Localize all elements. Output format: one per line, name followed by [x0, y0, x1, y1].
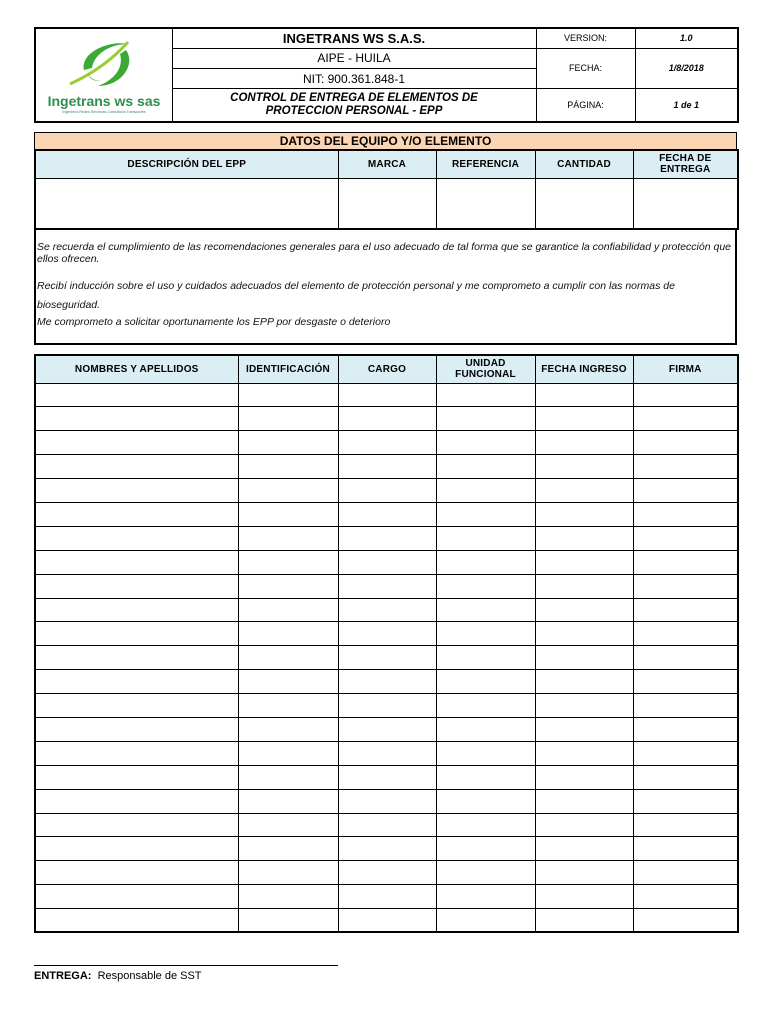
col-identificacion: IDENTIFICACIÓN	[238, 355, 338, 383]
table-row	[35, 574, 738, 598]
cell-unidad[interactable]	[436, 789, 535, 813]
cell-cargo[interactable]	[338, 407, 436, 431]
cell-cargo[interactable]	[338, 646, 436, 670]
cell-unidad[interactable]	[436, 813, 535, 837]
cell-firma[interactable]	[633, 741, 738, 765]
cell-nombres[interactable]	[35, 717, 238, 741]
col-firma: FIRMA	[633, 355, 738, 383]
cell-firma[interactable]	[633, 670, 738, 694]
cell-firma[interactable]	[633, 694, 738, 718]
company-nit: NIT: 900.361.848-1	[172, 68, 536, 88]
cell-identificacion[interactable]	[238, 741, 338, 765]
cell-unidad[interactable]	[436, 861, 535, 885]
cell-firma[interactable]	[633, 765, 738, 789]
cell-descripcion[interactable]	[35, 178, 338, 229]
document-header	[34, 27, 739, 123]
company-location: AIPE - HUILA	[172, 48, 536, 68]
cell-firma[interactable]	[633, 717, 738, 741]
cell-unidad[interactable]	[436, 526, 535, 550]
cell-fecha-ingreso[interactable]	[535, 885, 633, 909]
cell-firma[interactable]	[633, 646, 738, 670]
cell-unidad[interactable]	[436, 909, 535, 933]
cell-unidad[interactable]	[436, 598, 535, 622]
table-row	[35, 407, 738, 431]
cell-unidad[interactable]	[436, 837, 535, 861]
cell-identificacion[interactable]	[238, 455, 338, 479]
cell-identificacion[interactable]	[238, 885, 338, 909]
table-row	[35, 646, 738, 670]
col-fecha-entrega: FECHA DE ENTREGA	[633, 150, 738, 178]
table-row	[35, 479, 738, 503]
cell-fecha-ingreso[interactable]	[535, 550, 633, 574]
cell-firma[interactable]	[633, 431, 738, 455]
cell-identificacion[interactable]	[238, 526, 338, 550]
table-row	[35, 550, 738, 574]
note-replacement: Me comprometo a solicitar oportunamente los EPP por desgaste o deterioro	[37, 316, 391, 328]
cell-unidad[interactable]	[436, 574, 535, 598]
cell-unidad[interactable]	[436, 502, 535, 526]
cell-unidad[interactable]	[436, 741, 535, 765]
fecha-label: FECHA:	[536, 48, 635, 88]
cell-nombres[interactable]	[35, 407, 238, 431]
cell-unidad[interactable]	[436, 622, 535, 646]
col-marca: MARCA	[338, 150, 436, 178]
cell-identificacion[interactable]	[238, 407, 338, 431]
pagina-label: PÁGINA:	[536, 89, 635, 122]
cell-fecha-ingreso[interactable]	[535, 646, 633, 670]
cell-fecha-ingreso[interactable]	[535, 741, 633, 765]
cell-fecha-ingreso[interactable]	[535, 574, 633, 598]
cell-identificacion[interactable]	[238, 717, 338, 741]
section-title: DATOS DEL EQUIPO Y/O ELEMENTO	[34, 132, 737, 149]
company-name: INGETRANS WS S.A.S.	[172, 28, 536, 48]
cell-fecha-ingreso[interactable]	[535, 455, 633, 479]
signature-line	[34, 965, 338, 966]
table-row	[35, 765, 738, 789]
cell-marca[interactable]	[338, 178, 436, 229]
table-row	[35, 670, 738, 694]
table-row	[35, 622, 738, 646]
note-recommendations: Se recuerda el cumplimiento de las recomendaciones generales para el uso adecuado de tal forma que se garantice la confiabilidad y protección que ellos ofrecen.	[37, 241, 732, 265]
col-referencia: REFERENCIA	[436, 150, 535, 178]
table-row	[35, 455, 738, 479]
cell-cargo[interactable]	[338, 455, 436, 479]
cell-nombres[interactable]	[35, 574, 238, 598]
cell-cargo[interactable]	[338, 574, 436, 598]
entrega-value: Responsable de SST	[97, 970, 202, 982]
personnel-table	[34, 354, 739, 933]
cell-nombres[interactable]	[35, 479, 238, 503]
cell-firma[interactable]	[633, 407, 738, 431]
table-row	[35, 789, 738, 813]
cell-fecha-ingreso[interactable]	[535, 407, 633, 431]
cell-fecha-ingreso[interactable]	[535, 717, 633, 741]
cell-firma[interactable]	[633, 383, 738, 407]
cell-nombres[interactable]	[35, 861, 238, 885]
cell-unidad[interactable]	[436, 717, 535, 741]
cell-cargo[interactable]	[338, 909, 436, 933]
cell-identificacion[interactable]	[238, 813, 338, 837]
cell-nombres[interactable]	[35, 526, 238, 550]
equipment-table	[34, 149, 739, 230]
cell-firma[interactable]	[633, 574, 738, 598]
cell-identificacion[interactable]	[238, 502, 338, 526]
footer	[34, 970, 202, 982]
table-row	[35, 741, 738, 765]
svg-text:Ingeniería Redes Eléctricas Co: Ingeniería Redes Eléctricas Consultoría Transportes	[62, 109, 146, 114]
cell-unidad[interactable]	[436, 407, 535, 431]
cell-firma[interactable]	[633, 909, 738, 933]
cell-nombres[interactable]	[35, 502, 238, 526]
cell-identificacion[interactable]	[238, 837, 338, 861]
cell-firma[interactable]	[633, 813, 738, 837]
cell-firma[interactable]	[633, 885, 738, 909]
cell-nombres[interactable]	[35, 741, 238, 765]
cell-identificacion[interactable]	[238, 622, 338, 646]
col-fecha-ingreso: FECHA INGRESO	[535, 355, 633, 383]
cell-fecha-ingreso[interactable]	[535, 383, 633, 407]
col-descripcion-epp: DESCRIPCIÓN DEL EPP	[35, 150, 338, 178]
cell-cargo[interactable]	[338, 550, 436, 574]
version-label: VERSION:	[536, 28, 635, 48]
cell-identificacion[interactable]	[238, 550, 338, 574]
cell-firma[interactable]	[633, 550, 738, 574]
table-row	[35, 837, 738, 861]
cell-cargo[interactable]	[338, 670, 436, 694]
cell-nombres[interactable]	[35, 789, 238, 813]
cell-fecha-ingreso[interactable]	[535, 622, 633, 646]
cell-fecha-ingreso[interactable]	[535, 837, 633, 861]
notes-box	[34, 230, 737, 345]
note-induction: Recibí inducción sobre el uso y cuidados adecuados del elemento de protección personal y me comprometo a cumplir con las normas de bioseguridad.	[37, 280, 675, 311]
fecha-value: 1/8/2018	[635, 48, 738, 88]
table-row	[35, 717, 738, 741]
cell-cargo[interactable]	[338, 383, 436, 407]
cell-firma[interactable]	[633, 502, 738, 526]
cell-nombres[interactable]	[35, 622, 238, 646]
cell-identificacion[interactable]	[238, 909, 338, 933]
cell-nombres[interactable]	[35, 550, 238, 574]
col-cantidad: CANTIDAD	[535, 150, 633, 178]
cell-nombres[interactable]	[35, 885, 238, 909]
cell-cargo[interactable]	[338, 765, 436, 789]
version-value: 1.0	[635, 28, 738, 48]
cell-nombres[interactable]	[35, 455, 238, 479]
cell-identificacion[interactable]	[238, 598, 338, 622]
cell-nombres[interactable]	[35, 837, 238, 861]
cell-unidad[interactable]	[436, 455, 535, 479]
cell-cargo[interactable]	[338, 813, 436, 837]
cell-fecha-ingreso[interactable]	[535, 861, 633, 885]
cell-firma[interactable]	[633, 479, 738, 503]
cell-identificacion[interactable]	[238, 479, 338, 503]
cell-identificacion[interactable]	[238, 670, 338, 694]
cell-identificacion[interactable]	[238, 383, 338, 407]
entrega-label: ENTREGA:	[34, 970, 92, 982]
cell-unidad[interactable]	[436, 694, 535, 718]
cell-identificacion[interactable]	[238, 646, 338, 670]
cell-unidad[interactable]	[436, 431, 535, 455]
cell-identificacion[interactable]	[238, 694, 338, 718]
cell-cantidad[interactable]	[535, 178, 633, 229]
cell-fecha-ingreso[interactable]	[535, 909, 633, 933]
cell-cargo[interactable]	[338, 837, 436, 861]
cell-fecha-ingreso[interactable]	[535, 789, 633, 813]
cell-fecha-ingreso[interactable]	[535, 502, 633, 526]
logo-swoosh-icon	[40, 30, 168, 116]
table-row	[35, 861, 738, 885]
cell-fecha-ingreso[interactable]	[535, 694, 633, 718]
cell-cargo[interactable]	[338, 431, 436, 455]
cell-cargo[interactable]	[338, 526, 436, 550]
table-row	[35, 694, 738, 718]
table-row	[35, 502, 738, 526]
cell-fecha-ingreso[interactable]	[535, 526, 633, 550]
table-row	[35, 598, 738, 622]
cell-firma[interactable]	[633, 598, 738, 622]
cell-identificacion[interactable]	[238, 431, 338, 455]
cell-cargo[interactable]	[338, 789, 436, 813]
cell-identificacion[interactable]	[238, 765, 338, 789]
table-row	[35, 909, 738, 933]
cell-unidad[interactable]	[436, 670, 535, 694]
cell-nombres[interactable]	[35, 646, 238, 670]
cell-fecha-ingreso[interactable]	[535, 813, 633, 837]
cell-nombres[interactable]	[35, 431, 238, 455]
cell-cargo[interactable]	[338, 479, 436, 503]
personnel-rows	[35, 383, 738, 932]
cell-cargo[interactable]	[338, 885, 436, 909]
cell-nombres[interactable]	[35, 670, 238, 694]
cell-cargo[interactable]	[338, 598, 436, 622]
cell-unidad[interactable]	[436, 383, 535, 407]
cell-firma[interactable]	[633, 789, 738, 813]
svg-text:Ingetrans ws sas: Ingetrans ws sas	[47, 92, 161, 109]
table-row	[35, 431, 738, 455]
col-unidad-funcional: UNIDAD FUNCIONAL	[436, 355, 535, 383]
cell-nombres[interactable]	[35, 765, 238, 789]
table-row	[35, 813, 738, 837]
pagina-value: 1 de 1	[635, 89, 738, 122]
cell-cargo[interactable]	[338, 861, 436, 885]
cell-identificacion[interactable]	[238, 574, 338, 598]
table-row	[35, 383, 738, 407]
cell-firma[interactable]	[633, 526, 738, 550]
cell-nombres[interactable]	[35, 694, 238, 718]
cell-fecha-ingreso[interactable]	[535, 598, 633, 622]
document-title: CONTROL DE ENTREGA DE ELEMENTOS DE PROTECCION PERSONAL - EPP	[172, 89, 536, 122]
col-nombres-apellidos: NOMBRES Y APELLIDOS	[35, 355, 238, 383]
cell-identificacion[interactable]	[238, 861, 338, 885]
cell-fecha-ingreso[interactable]	[535, 670, 633, 694]
cell-identificacion[interactable]	[238, 789, 338, 813]
cell-unidad[interactable]	[436, 646, 535, 670]
col-cargo: CARGO	[338, 355, 436, 383]
cell-firma[interactable]	[633, 861, 738, 885]
cell-cargo[interactable]	[338, 717, 436, 741]
cell-nombres[interactable]	[35, 909, 238, 933]
cell-cargo[interactable]	[338, 694, 436, 718]
cell-unidad[interactable]	[436, 765, 535, 789]
cell-referencia[interactable]	[436, 178, 535, 229]
equipment-row	[35, 178, 738, 229]
cell-fecha-ingreso[interactable]	[535, 765, 633, 789]
cell-cargo[interactable]	[338, 502, 436, 526]
cell-nombres[interactable]	[35, 813, 238, 837]
cell-fecha-ingreso[interactable]	[535, 479, 633, 503]
cell-firma[interactable]	[633, 837, 738, 861]
cell-nombres[interactable]	[35, 383, 238, 407]
table-row	[35, 885, 738, 909]
cell-firma[interactable]	[633, 455, 738, 479]
cell-fecha-ingreso[interactable]	[535, 431, 633, 455]
cell-fecha-entrega[interactable]	[633, 178, 738, 229]
cell-nombres[interactable]	[35, 598, 238, 622]
cell-unidad[interactable]	[436, 479, 535, 503]
company-logo	[35, 28, 172, 122]
cell-firma[interactable]	[633, 622, 738, 646]
cell-cargo[interactable]	[338, 741, 436, 765]
cell-unidad[interactable]	[436, 885, 535, 909]
cell-unidad[interactable]	[436, 550, 535, 574]
table-row	[35, 526, 738, 550]
cell-cargo[interactable]	[338, 622, 436, 646]
